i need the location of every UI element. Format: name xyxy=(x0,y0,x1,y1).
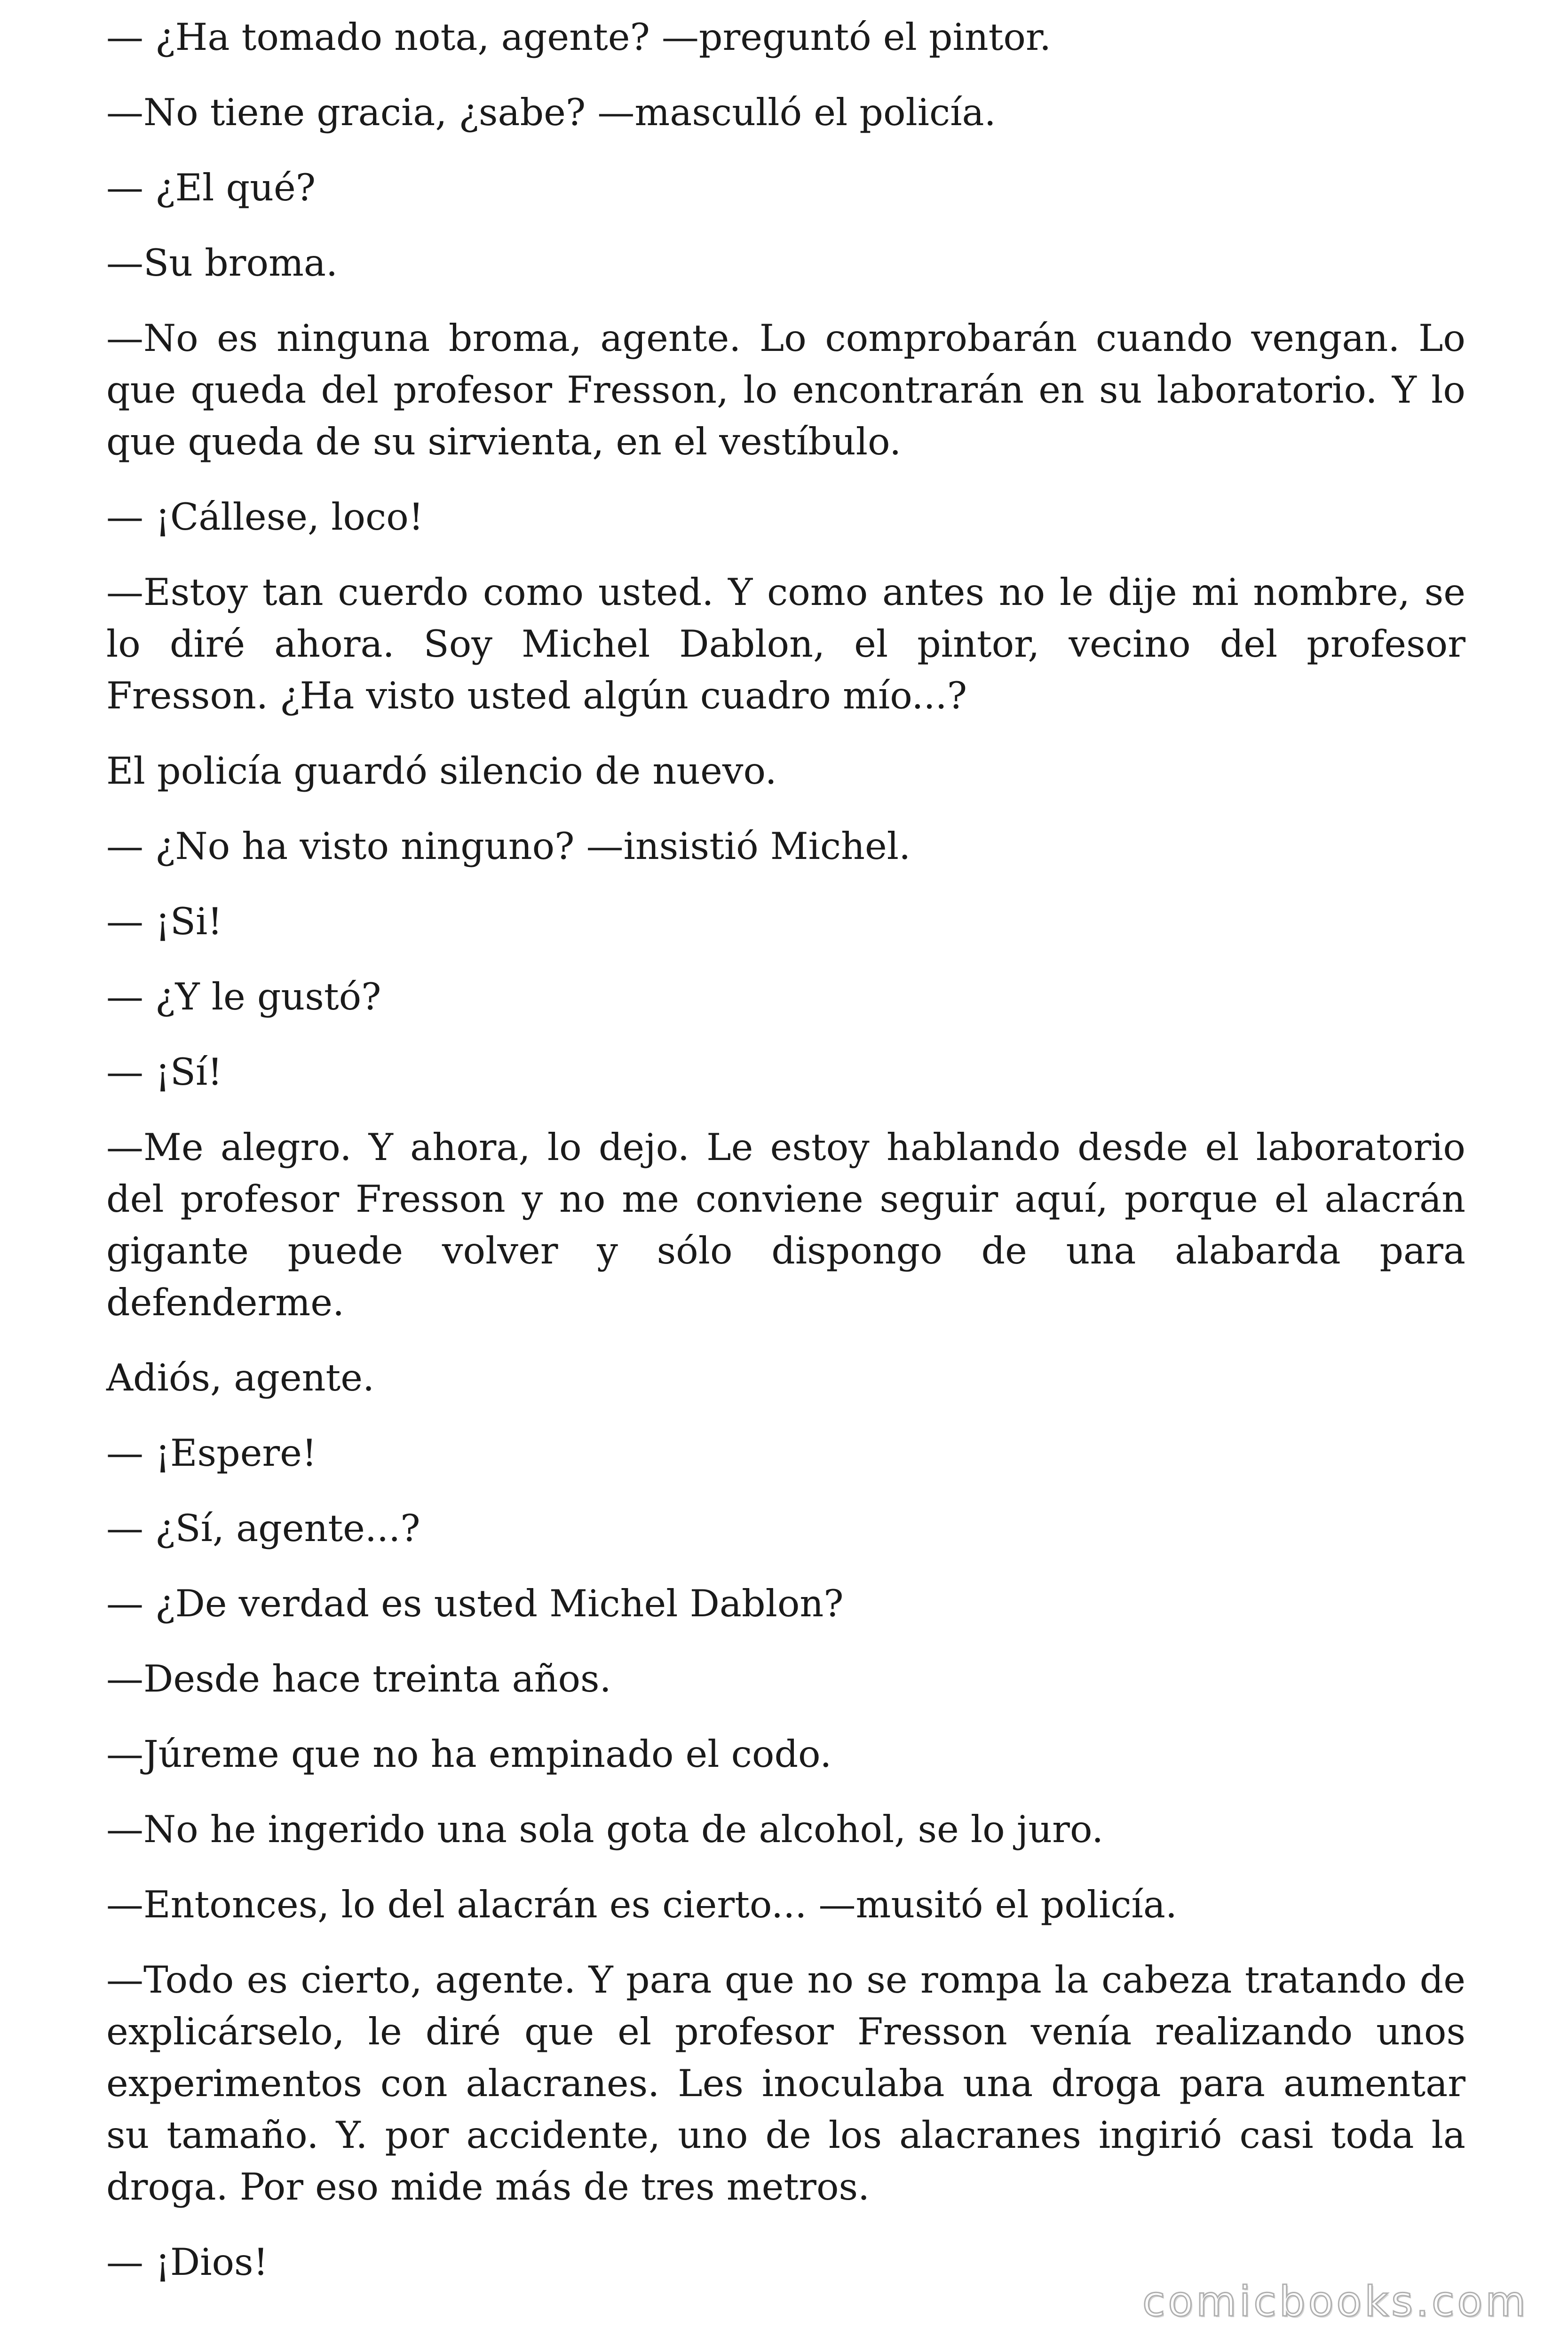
paragraph: — ¿El qué? xyxy=(106,166,316,209)
paragraph: El policía guardó silencio de nuevo. xyxy=(106,749,777,793)
paragraph: — ¿De verdad es usted Michel Dablon? xyxy=(106,1582,844,1625)
paragraph: Adiós, agente. xyxy=(106,1356,375,1399)
paragraph: —Estoy tan cuerdo como usted. Y como antes no le dije mi nombre, se lo diré ahora. Soy Michel Dablon, el pintor, vecino del profesor Fresson. ¿Ha visto usted algún cuadro mío...? xyxy=(106,571,1465,717)
paragraph: —No he ingerido una sola gota de alcohol, se lo juro. xyxy=(106,1808,1104,1851)
paragraph: — ¿Y le gustó? xyxy=(106,975,381,1018)
paragraph: — ¡Dios! xyxy=(106,2241,269,2284)
paragraph: —No es ninguna broma, agente. Lo comprobarán cuando vengan. Lo que queda del profesor Fresson, lo encontrarán en su laboratorio. Y lo que queda de su sirvienta, en el vestíbulo. xyxy=(106,317,1465,463)
paragraph: — ¡Cállese, loco! xyxy=(106,495,424,539)
paragraph: — ¿No ha visto ninguno? —insistió Michel. xyxy=(106,825,911,868)
page-text xyxy=(106,11,1465,2312)
paragraph: —Su broma. xyxy=(106,241,338,285)
paragraph: — ¡Sí! xyxy=(106,1050,222,1094)
paragraph: — ¡Espere! xyxy=(106,1431,317,1475)
paragraph: —Todo es cierto, agente. Y para que no se rompa la cabeza tratando de explicárselo, le diré que el profesor Fresson venía realizando unos experimentos con alacranes. Les inoculaba una droga para aumentar su tamaño. Y. por accidente, uno de los alacranes ingirió casi toda la droga. Por eso mide más de tres metros. xyxy=(106,1958,1465,2209)
watermark-logo: comicbooks.com xyxy=(1142,2277,1528,2326)
paragraph: — ¡Si! xyxy=(106,900,222,943)
paragraph: —No tiene gracia, ¿sabe? —mascullό el policía. xyxy=(106,91,996,134)
paragraph: —Júreme que no ha empinado el codo. xyxy=(106,1732,832,1776)
paragraph: — ¿Ha tomado nota, agente? —preguntó el pintor. xyxy=(106,16,1052,59)
paragraph: —Entonces, lo del alacrán es cierto... —musitó el policía. xyxy=(106,1883,1178,1926)
paragraph: —Desde hace treinta años. xyxy=(106,1657,611,1700)
paragraph: —Me alegro. Y ahora, lo dejo. Le estoy hablando desde el laboratorio del profesor Fresson y no me conviene seguir aquí, porque el alacrán gigante puede volver y sólo dispongo de una alabarda para defenderme. xyxy=(106,1126,1465,1324)
paragraph: — ¿Sí, agente...? xyxy=(106,1507,420,1550)
